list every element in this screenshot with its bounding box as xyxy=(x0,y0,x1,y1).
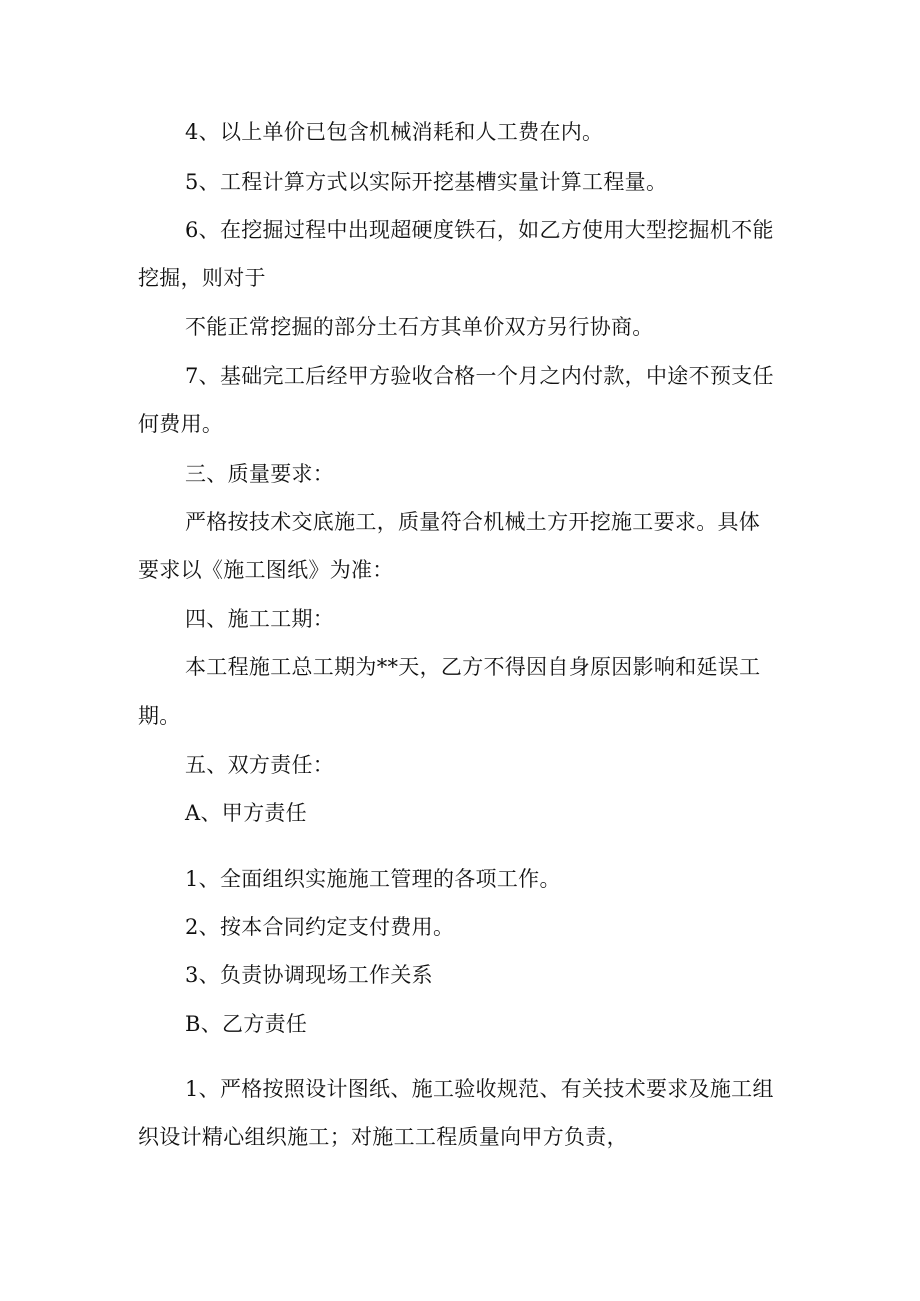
party-a-item-2: 2、按本合同约定支付费用。 xyxy=(185,915,455,939)
clause-6-line-1: 6、在挖掘过程中出现超硬度铁石，如乙方使用大型挖掘机不能 xyxy=(185,218,774,242)
clause-4: 4、以上单价已包含机械消耗和人工费在内。 xyxy=(185,120,604,144)
section-heading-quality: 三、质量要求： xyxy=(185,462,335,486)
section-heading-schedule: 四、施工工期： xyxy=(185,607,335,631)
party-b-item-1-line-2: 织设计精心组织施工；对施工工程质量向甲方负责， xyxy=(138,1125,628,1149)
party-a-heading: A、甲方责任 xyxy=(185,801,307,825)
clause-6-line-2: 挖掘，则对于 xyxy=(138,266,266,290)
clause-6-line-3: 不能正常挖掘的部分土石方其单价双方另行协商。 xyxy=(185,315,654,339)
party-a-item-1: 1、全面组织实施施工管理的各项工作。 xyxy=(185,867,561,891)
quality-text-line-2: 要求以《施工图纸》为准： xyxy=(138,558,394,582)
party-b-heading: B、乙方责任 xyxy=(185,1012,308,1036)
quality-text-line-1: 严格按技术交底施工，质量符合机械土方开挖施工要求。具体 xyxy=(185,510,761,534)
schedule-text-line-2: 期。 xyxy=(138,704,181,728)
party-a-item-3: 3、负责协调现场工作关系 xyxy=(185,963,433,987)
section-heading-responsibilities: 五、双方责任： xyxy=(185,753,335,777)
schedule-text-line-1: 本工程施工总工期为**天，乙方不得因自身原因影响和延误工 xyxy=(185,655,761,679)
clause-5: 5、工程计算方式以实际开挖基槽实量计算工程量。 xyxy=(185,170,668,194)
clause-7-line-1: 7、基础完工后经甲方验收合格一个月之内付款，中途不预支任 xyxy=(185,364,774,388)
clause-7-line-2: 何费用。 xyxy=(138,412,224,436)
party-b-item-1-line-1: 1、严格按照设计图纸、施工验收规范、有关技术要求及施工组 xyxy=(185,1077,774,1101)
